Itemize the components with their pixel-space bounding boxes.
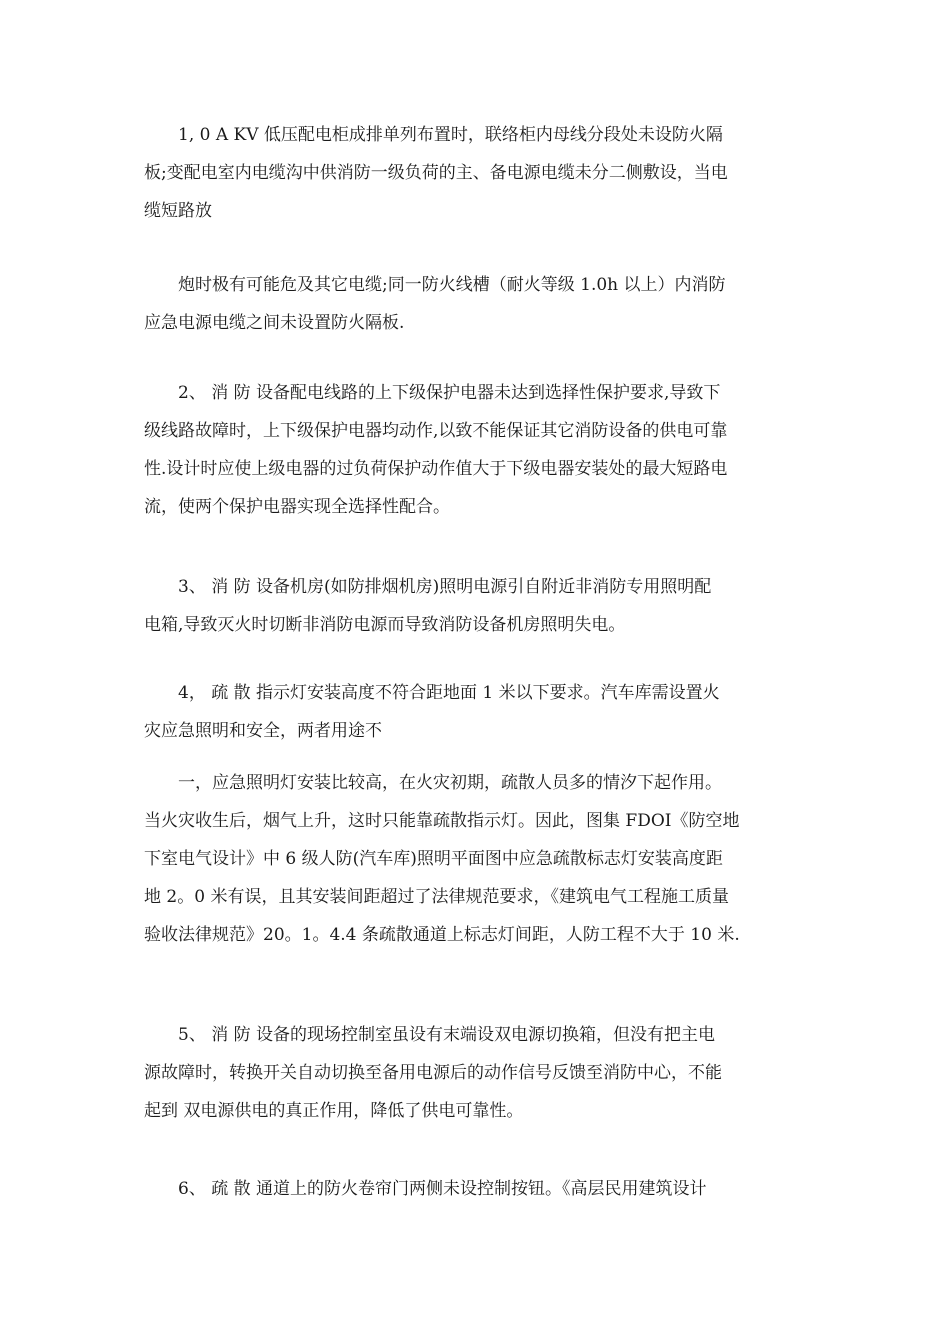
paragraph-line: 6、 疏 散 通道上的防火卷帘门两侧未设控制按钮。《高层民用建筑设计 xyxy=(178,1179,707,1199)
paragraph-3 xyxy=(144,374,814,526)
paragraph-line: 3、 消 防 设备机房(如防排烟机房)照明电源引自附近非消防专用照明配 xyxy=(178,577,712,597)
paragraph-line: 源故障时，转换开关自动切换至备用电源后的动作信号反馈至消防中心，不能 xyxy=(144,1063,722,1083)
paragraph-4 xyxy=(144,568,814,644)
paragraph-line: 5、 消 防 设备的现场控制室虽设有末端设双电源切换箱，但没有把主电 xyxy=(178,1025,716,1045)
paragraph-5 xyxy=(144,674,814,750)
paragraph-line: 4， 疏 散 指示灯安装高度不符合距地面 1 米以下要求。汽车库需设置火 xyxy=(178,683,720,703)
paragraph-line: 流，使两个保护电器实现全选择性配合。 xyxy=(144,497,450,517)
paragraph-line: 1, 0 A KV 低压配电柜成排单列布置时，联络柜内母线分段处未设防火隔 xyxy=(178,125,723,145)
paragraph-line: 一，应急照明灯安装比较高，在火灾初期，疏散人员多的情汐下起作用。 xyxy=(178,773,722,793)
paragraph-7 xyxy=(144,1016,814,1130)
paragraph-line: 炮时极有可能危及其它电缆;同一防火线槽（耐火等级 1.0h 以上）内消防 xyxy=(178,275,726,295)
paragraph-line: 地 2。0 米有误，且其安装间距超过了法律规范要求，《建筑电气工程施工质量 xyxy=(144,887,729,907)
paragraph-line: 板;变配电室内电缆沟中供消防一级负荷的主、备电源电缆未分二侧敷设，当电 xyxy=(144,163,728,183)
paragraph-line: 起到 双电源供电的真正作用，降低了供电可靠性。 xyxy=(144,1101,524,1121)
paragraph-line: 下室电气设计》中 6 级人防(汽车库)照明平面图中应急疏散标志灯安装高度距 xyxy=(144,849,723,869)
paragraph-line: 电箱,导致灭火时切断非消防电源而导致消防设备机房照明失电。 xyxy=(144,615,626,635)
paragraph-line: 验收法律规范》20。1。4.4 条疏散通道上标志灯间距，人防工程不大于 10 米. xyxy=(144,925,740,945)
paragraph-line: 级线路故障时，上下级保护电器均动作,以致不能保证其它消防设备的供电可靠 xyxy=(144,421,728,441)
paragraph-line: 缆短路放 xyxy=(144,201,212,221)
paragraph-line: 性.设计时应使上级电器的过负荷保护动作值大于下级电器安装处的最大短路电 xyxy=(144,459,728,479)
paragraph-line: 2、 消 防 设备配电线路的上下级保护电器未达到选择性保护要求,导致下 xyxy=(178,383,721,403)
paragraph-1 xyxy=(144,116,814,230)
paragraph-6 xyxy=(144,764,814,954)
paragraph-2 xyxy=(144,266,814,342)
paragraph-8 xyxy=(144,1170,814,1208)
paragraph-line: 灾应急照明和安全，两者用途不 xyxy=(144,721,382,741)
paragraph-line: 应急电源电缆之间未设置防火隔板. xyxy=(144,313,405,333)
paragraph-line: 当火灾收生后，烟气上升，这时只能靠疏散指示灯。因此，图集 FDOI《防空地 xyxy=(144,811,740,831)
